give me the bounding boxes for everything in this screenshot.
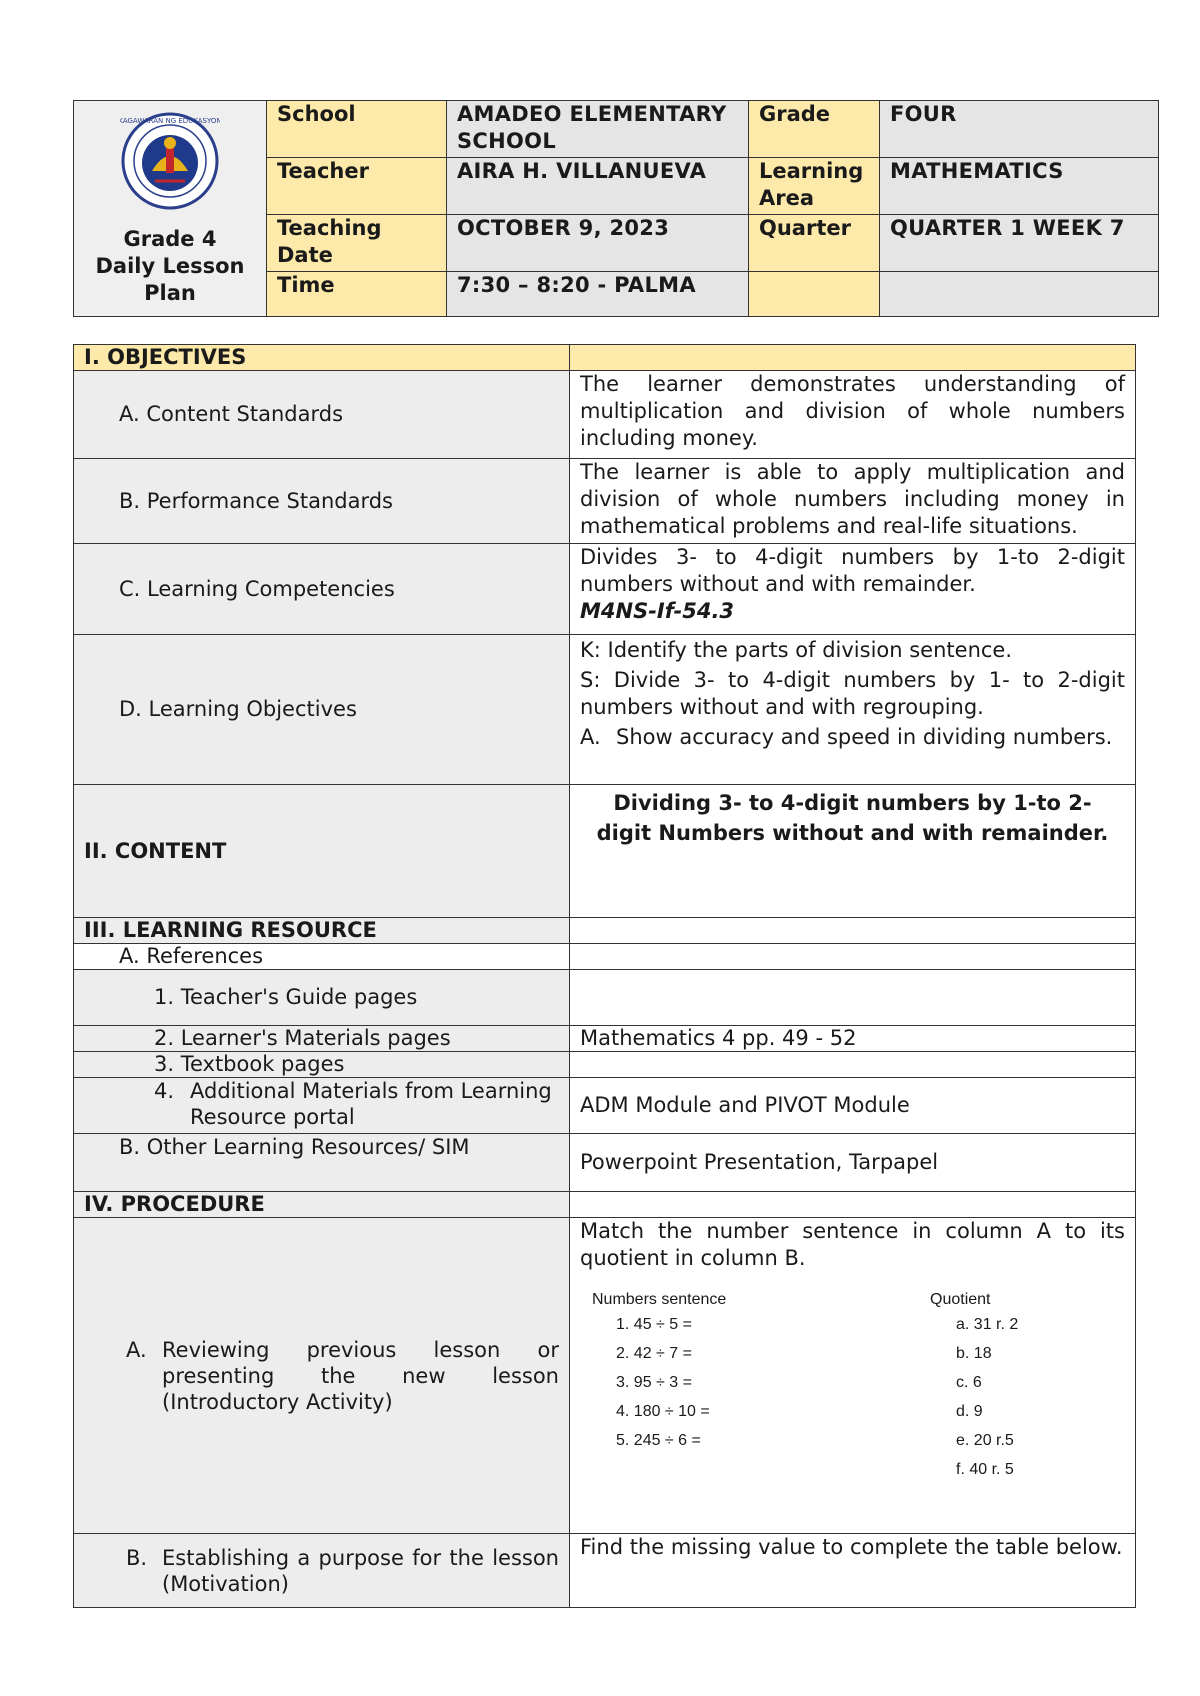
quarter-value: QUARTER 1 WEEK 7 [880,215,1159,272]
time-label: Time [267,272,447,317]
references-value [570,944,1136,970]
column-a-item: 2. 42 ÷ 7 = [616,1345,692,1362]
content-standards-text: The learner demonstrates understanding of multiplication and division of whole numbers including money. [570,371,1136,459]
matching-activity [580,1272,1125,1482]
plan-title [78,226,262,307]
textbook-value [570,1052,1136,1078]
column-a-item: 5. 245 ÷ 6 = [616,1432,701,1449]
motivation-label-cell [74,1534,570,1608]
objective-attitude-text: Show accuracy and speed in dividing numbers. [616,725,1113,749]
procedure-heading-right [570,1192,1136,1218]
other-resources-label: B. Other Learning Resources/ SIM [74,1134,570,1192]
learning-objectives-label: D. Learning Objectives [74,635,570,785]
review-label: Reviewing previous lesson or presenting the new lesson (Introductory Activity) [162,1337,559,1414]
column-b-heading: Quotient [930,1291,991,1308]
column-b-item: f. 40 r. 5 [956,1461,1014,1478]
teacher-label: Teacher [267,158,447,215]
teachers-guide-label: 1. Teacher's Guide pages [74,970,570,1026]
column-b-item: b. 18 [956,1345,992,1362]
plan-title-line-3: Plan [144,281,196,305]
quarter-label: Quarter [749,215,880,272]
content-text: Dividing 3- to 4-digit numbers by 1-to 2-digit Numbers without and with remainder. [570,785,1136,918]
column-b-item: e. 20 r.5 [956,1432,1014,1449]
motivation-label: Establishing a purpose for the lesson (Motivation) [162,1545,559,1596]
column-b-item: c. 6 [956,1374,982,1391]
objective-skill: S: Divide 3- to 4-digit numbers by 1- to 2-digit numbers without and with regrouping. [580,668,1125,719]
school-label: School [267,101,447,158]
teaching-date-value: OCTOBER 9, 2023 [447,215,749,272]
review-number: A. [126,1337,147,1362]
learning-area-value: MATHEMATICS [880,158,1159,215]
review-activity-cell [570,1218,1136,1534]
content-label: II. CONTENT [74,785,570,918]
lesson-plan-table [73,344,1136,1608]
teacher-value: AIRA H. VILLANUEVA [447,158,749,215]
objectives-heading-right [570,345,1136,371]
plan-title-line-1: Grade 4 [123,227,217,251]
motivation-number: B. [126,1545,148,1570]
school-value: AMADEO ELEMENTARY SCHOOL [447,101,749,158]
references-label: A. References [74,944,570,970]
svg-text:KAGAWARAN NG EDUKASYON: KAGAWARAN NG EDUKASYON [120,117,220,125]
objectives-heading: I. OBJECTIVES [74,345,570,371]
objective-attitude-number: A. [580,725,601,749]
column-a-item: 1. 45 ÷ 5 = [616,1316,692,1333]
performance-standards-label: B. Performance Standards [74,459,570,544]
review-label-cell [74,1218,570,1534]
learning-competencies-text: Divides 3- to 4-digit numbers by 1-to 2-digit numbers without and with remainder. [580,545,1125,596]
header-table [73,100,1159,317]
additional-materials-text: Additional Materials from Learning Resource portal [190,1079,552,1129]
empty-value [880,272,1159,317]
additional-materials-label [74,1078,570,1134]
time-value: 7:30 – 8:20 - PALMA [447,272,749,317]
additional-materials-number: 4. [154,1079,175,1103]
learners-materials-label: 2. Learner's Materials pages [74,1026,570,1052]
grade-label: Grade [749,101,880,158]
teachers-guide-value [570,970,1136,1026]
textbook-label: 3. Textbook pages [74,1052,570,1078]
learning-objectives-cell [570,635,1136,785]
column-a-heading: Numbers sentence [592,1291,727,1308]
deped-seal-icon [120,111,220,211]
grade-value: FOUR [880,101,1159,158]
logo-cell [74,101,267,317]
empty-label [749,272,880,317]
additional-materials-value: ADM Module and PIVOT Module [570,1078,1136,1134]
column-b-item: a. 31 r. 2 [956,1316,1019,1333]
learners-materials-value: Mathematics 4 pp. 49 - 52 [570,1026,1136,1052]
review-instruction: Match the number sentence in column A to its quotient in column B. [580,1219,1125,1270]
learning-competencies-cell [570,544,1136,635]
column-a-item: 3. 95 ÷ 3 = [616,1374,692,1391]
learning-resource-heading: III. LEARNING RESOURCE [74,918,570,944]
other-resources-value: Powerpoint Presentation, Tarpapel [570,1134,1136,1192]
learning-resource-heading-right [570,918,1136,944]
performance-standards-text: The learner is able to apply multiplication and division of whole numbers including money in mathematical problems and real-life situations. [570,459,1136,544]
content-standards-label: A. Content Standards [74,371,570,459]
procedure-heading: IV. PROCEDURE [74,1192,570,1218]
column-a-item: 4. 180 ÷ 10 = [616,1403,710,1420]
objective-knowledge: K: Identify the parts of division sentence. [580,638,1013,662]
teaching-date-label: Teaching Date [267,215,447,272]
competency-code: M4NS-If-54.3 [580,599,735,623]
plan-title-line-2: Daily Lesson [95,254,245,278]
learning-competencies-label: C. Learning Competencies [74,544,570,635]
column-b-item: d. 9 [956,1403,983,1420]
learning-area-label: Learning Area [749,158,880,215]
motivation-text: Find the missing value to complete the table below. [570,1534,1136,1608]
objective-attitude [580,724,1125,751]
